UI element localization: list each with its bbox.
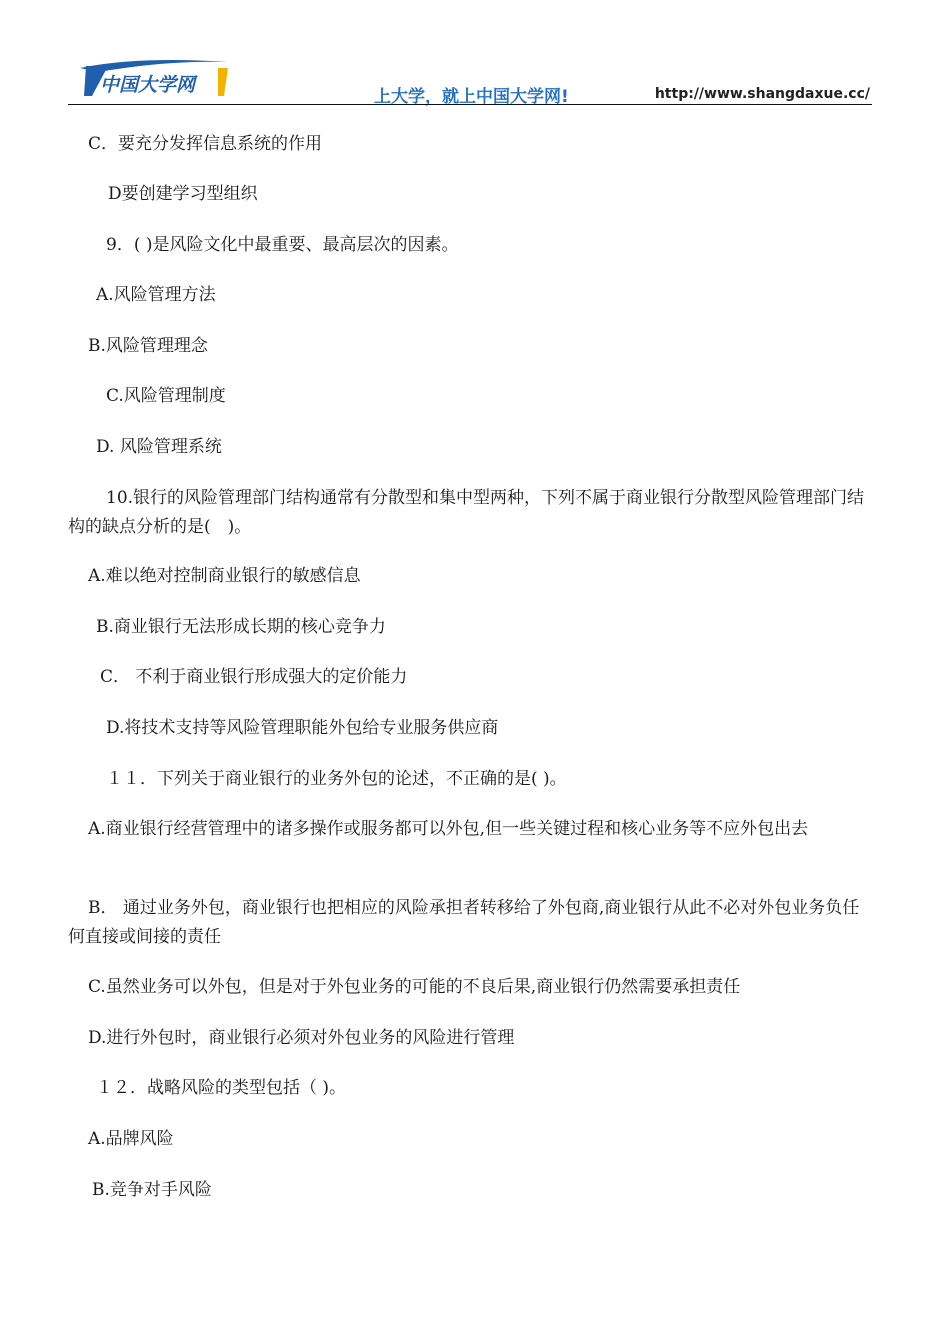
q10-option-a: A.难以绝对控制商业银行的敏感信息 [88,566,361,586]
site-logo[interactable] [78,56,238,102]
option-c-line: C．要充分发挥信息系统的作用 [88,134,323,154]
q12-option-a: A.品牌风险 [88,1129,174,1149]
header-divider [68,104,872,105]
q10-option-d: D.将技术支持等风险管理职能外包给专业服务供应商 [106,718,499,738]
logo-text: 中国大学网 [100,74,196,96]
question-11: １１．下列关于商业银行的业务外包的论述，不正确的是( )。 [106,769,567,789]
question-9: 9．( )是风险文化中最重要、最高层次的因素。 [106,235,459,255]
slogan: 上大学，就上中国大学网! [374,87,569,107]
q9-option-d: D. 风险管理系统 [96,437,222,457]
q11-option-a: A.商业银行经营管理中的诸多操作或服务都可以外包,但一些关键过程和核心业务等不应外包出去 [88,819,809,839]
q11-option-c: C.虽然业务可以外包，但是对于外包业务的可能的不良后果,商业银行仍然需要承担责任 [88,977,741,997]
q9-option-b: B.风险管理理念 [88,336,208,356]
q12-option-b: B.竞争对手风险 [92,1180,212,1200]
q10-option-c: C． 不利于商业银行形成强大的定价能力 [100,667,408,687]
question-12: １２．战略风险的类型包括（ )。 [96,1078,347,1098]
q11-option-d: D.进行外包时，商业银行必须对外包业务的风险进行管理 [88,1028,515,1048]
q9-option-a: A.风险管理方法 [96,285,216,305]
page-header [68,50,872,106]
q10-option-b: B.商业银行无法形成长期的核心竞争力 [96,617,386,637]
q9-option-c: C.风险管理制度 [106,386,226,406]
q11-option-b: B． 通过业务外包，商业银行也把相应的风险承担者转移给了外包商,商业银行从此不必对外包业务负任何直接或间接的责任 [68,898,860,947]
question-10: 10.银行的风险管理部门结构通常有分散型和集中型两种，下列不属于商业银行分散型风险管理部门结构的缺点分析的是( )。 [68,488,865,537]
option-d-line: D要创建学习型组织 [108,184,258,204]
site-url-link[interactable]: http://www.shangdaxue.cc/ [654,86,870,102]
